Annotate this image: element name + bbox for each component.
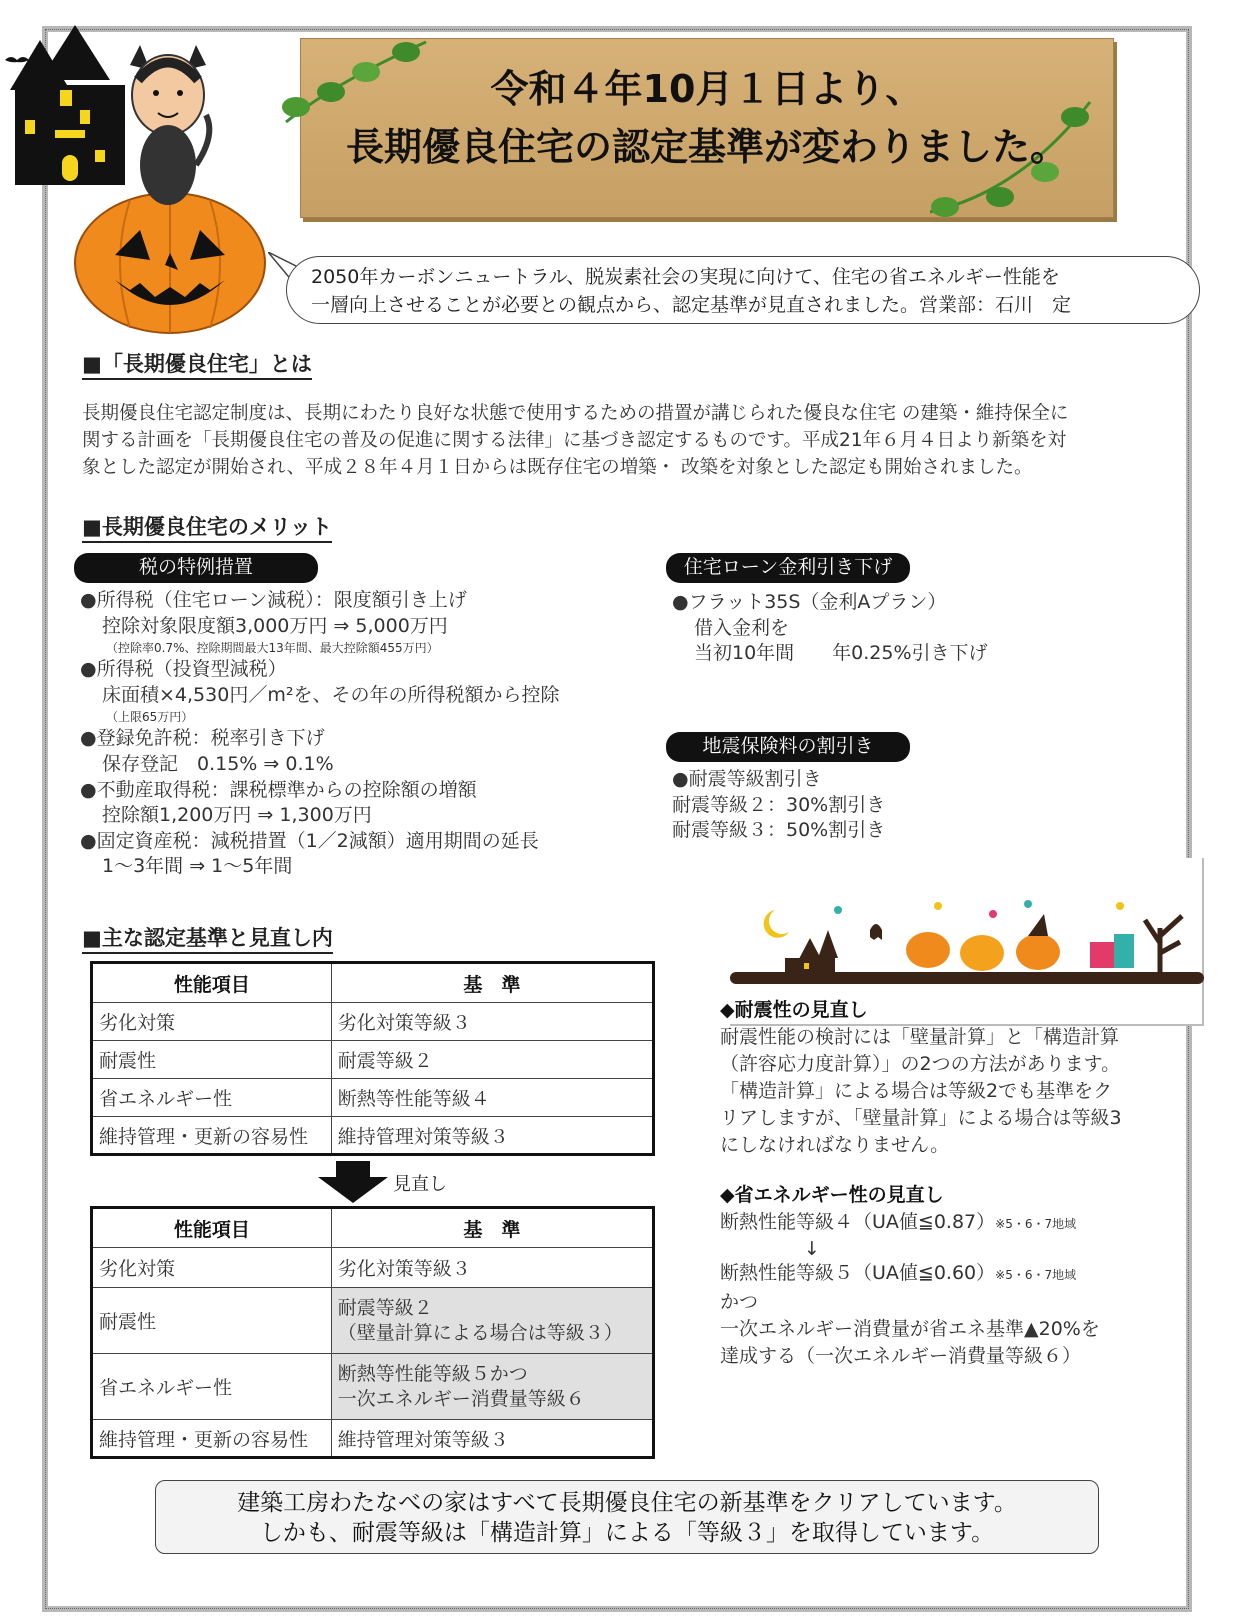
cell-standard: 断熱等性能等級４ bbox=[331, 1079, 653, 1117]
tax-item: ●不動産取得税：課税標準からの控除額の増額 bbox=[80, 778, 477, 801]
energy-review-heading: ◆省エネルギー性の見直し bbox=[720, 1184, 944, 1206]
column-header-standard: 基 準 bbox=[331, 963, 653, 1003]
cell-item: 維持管理・更新の容易性 bbox=[92, 1117, 332, 1155]
footer-line-1: 建築工房わたなべの家はすべて長期優良住宅の新基準をクリアしています。 bbox=[237, 1490, 1017, 1516]
about-line: 象とした認定が開始され、平成２８年４月１日からは既存住宅の増築・ 改築を対象とした認定も開始されました。 bbox=[82, 457, 1033, 478]
cell-standard bbox=[331, 1354, 653, 1420]
cell-item: 劣化対策 bbox=[92, 1248, 332, 1288]
standard-line: 一次エネルギー消費量等級６ bbox=[337, 1387, 585, 1410]
quake-review bbox=[720, 997, 1190, 1159]
title-line-1: 令和４年10月１日より、 bbox=[490, 67, 924, 111]
table-row bbox=[92, 1248, 654, 1288]
energy-line: 一次エネルギー消費量が省エネ基準▲20%を bbox=[720, 1318, 1100, 1340]
loan-item: ●フラット35S（金利Aプラン） bbox=[672, 591, 947, 613]
table-row bbox=[92, 1079, 654, 1117]
intro-line-2: 一層向上させることが必要との観点から、認定基準が見直されました。営業部：石川 定 bbox=[311, 294, 1072, 316]
tax-detail: 1～3年間 ⇒ 1～5年間 bbox=[102, 855, 293, 878]
loan-list bbox=[672, 590, 988, 667]
cell-item: 維持管理・更新の容易性 bbox=[92, 1420, 332, 1458]
quake-detail: 耐震等級２：30%割引き bbox=[672, 793, 886, 816]
standard-line: 断熱等性能等級５かつ bbox=[337, 1362, 528, 1385]
quake-item: ●耐震等級割引き bbox=[672, 768, 822, 790]
cell-item: 劣化対策 bbox=[92, 1003, 332, 1041]
quake-detail: 耐震等級３：50%割引き bbox=[672, 819, 886, 842]
criteria-table-before bbox=[90, 961, 655, 1156]
quake-review-line: 「構造計算」による場合は等級2でも基準をク bbox=[720, 1080, 1113, 1102]
table-row bbox=[92, 1420, 654, 1458]
cell-standard: 劣化対策等級３ bbox=[331, 1003, 653, 1041]
intro-speech-bubble bbox=[286, 256, 1200, 324]
merits-heading: ■長期優良住宅のメリット bbox=[82, 513, 332, 543]
region-note: ※5・6・7地域 bbox=[995, 1217, 1077, 1231]
page-title bbox=[300, 60, 1114, 176]
cell-standard: 維持管理対策等級３ bbox=[331, 1420, 653, 1458]
table-row bbox=[92, 1288, 654, 1354]
table-row bbox=[92, 1354, 654, 1420]
footer-callout bbox=[155, 1480, 1099, 1554]
energy-line: 達成する（一次エネルギー消費量等級６） bbox=[720, 1345, 1082, 1367]
tax-detail: 控除対象限度額3,000万円 ⇒ 5,000万円 bbox=[102, 614, 448, 637]
cell-item: 耐震性 bbox=[92, 1041, 332, 1079]
region-note: ※5・6・7地域 bbox=[995, 1268, 1077, 1282]
quake-review-heading: ◆耐震性の見直し bbox=[720, 999, 868, 1021]
quake-review-line: リアしますが、「壁量計算」による場合は等級3 bbox=[720, 1107, 1122, 1129]
loan-detail: 当初10年間 年0.25%引き下げ bbox=[694, 642, 988, 665]
revision-label: 見直し bbox=[393, 1174, 447, 1195]
energy-line: 断熱性能等級５（UA値≦0.60） bbox=[720, 1262, 996, 1284]
title-line-2: 長期優良住宅の認定基準が変わりました。 bbox=[345, 125, 1068, 169]
table-row bbox=[92, 1041, 654, 1079]
loan-label: 住宅ローン金利引き下げ bbox=[666, 553, 910, 583]
cat-character-icon bbox=[118, 35, 218, 210]
column-header-item: 性能項目 bbox=[92, 963, 332, 1003]
cell-standard: 維持管理対策等級３ bbox=[331, 1117, 653, 1155]
standard-line: （壁量計算による場合は等級３） bbox=[337, 1321, 623, 1344]
about-line: 長期優良住宅認定制度は、長期にわたり良好な状態で使用するための措置が講じられた優良な住宅 の建築・維持保全に bbox=[82, 403, 1069, 424]
about-paragraph bbox=[82, 400, 1202, 481]
energy-line: かつ bbox=[720, 1291, 759, 1313]
cell-item: 耐震性 bbox=[92, 1288, 332, 1354]
energy-review bbox=[720, 1182, 1190, 1370]
about-line: 関する計画を「長期優良住宅の普及の促進に関する法律」に基づき認定するものです。平成21年６月４日より新築を対 bbox=[82, 430, 1067, 451]
tax-list bbox=[80, 588, 559, 880]
quake-review-line: （許容応力度計算）」の2つの方法があります。 bbox=[720, 1053, 1121, 1075]
down-arrow-icon bbox=[318, 1161, 388, 1203]
cell-standard: 劣化対策等級３ bbox=[331, 1248, 653, 1288]
tax-item: ●所得税（投資型減税） bbox=[80, 658, 287, 681]
cell-item: 省エネルギー性 bbox=[92, 1079, 332, 1117]
cell-standard: 耐震等級２ bbox=[331, 1041, 653, 1079]
energy-line: 断熱性能等級４（UA値≦0.87） bbox=[720, 1211, 996, 1233]
cell-standard bbox=[331, 1288, 653, 1354]
quake-review-line: 耐震性能の検討には「壁量計算」と「構造計算 bbox=[720, 1026, 1120, 1048]
standard-line: 耐震等級２ bbox=[337, 1296, 433, 1319]
about-heading: ■「長期優良住宅」とは bbox=[82, 350, 312, 380]
tax-item: ●所得税（住宅ローン減税）：限度額引き上げ bbox=[80, 589, 467, 611]
intro-line-1: 2050年カーボンニュートラル、脱炭素社会の実現に向けて、住宅の省エネルギー性能を bbox=[311, 266, 1060, 288]
cell-item: 省エネルギー性 bbox=[92, 1354, 332, 1420]
tax-detail: 控除額1,200万円 ⇒ 1,300万円 bbox=[102, 804, 372, 827]
tax-item: ●固定資産税：減税措置（1／2減額）適用期間の延長 bbox=[80, 829, 539, 852]
tax-note: （上限65万円） bbox=[106, 710, 194, 725]
table-row bbox=[92, 1117, 654, 1155]
tax-label: 税の特例措置 bbox=[74, 553, 318, 583]
quake-list bbox=[672, 767, 885, 844]
quake-insurance-label: 地震保険料の割引き bbox=[666, 732, 910, 762]
quake-review-line: にしなければなりません。 bbox=[720, 1134, 950, 1156]
loan-detail: 借入金利を bbox=[694, 616, 790, 639]
criteria-heading: ■主な認定基準と見直し内 bbox=[82, 924, 333, 954]
tax-item: ●登録免許税：税率引き下げ bbox=[80, 727, 325, 750]
criteria-table-after bbox=[90, 1206, 655, 1459]
footer-line-2: しかも、耐震等級は「構造計算」による「等級３」を取得しています。 bbox=[259, 1520, 995, 1546]
down-arrow-text: ↓ bbox=[804, 1238, 820, 1260]
table-row bbox=[92, 1003, 654, 1041]
column-header-standard: 基 準 bbox=[331, 1208, 653, 1248]
tax-detail: 保存登記 0.15% ⇒ 0.1% bbox=[102, 752, 334, 775]
tax-detail: 床面積×4,530円／m²を、その年の所得税額から控除 bbox=[102, 683, 560, 706]
tax-note: （控除率0.7%、控除期間最大13年間、最大控除額455万円） bbox=[106, 641, 439, 656]
column-header-item: 性能項目 bbox=[92, 1208, 332, 1248]
